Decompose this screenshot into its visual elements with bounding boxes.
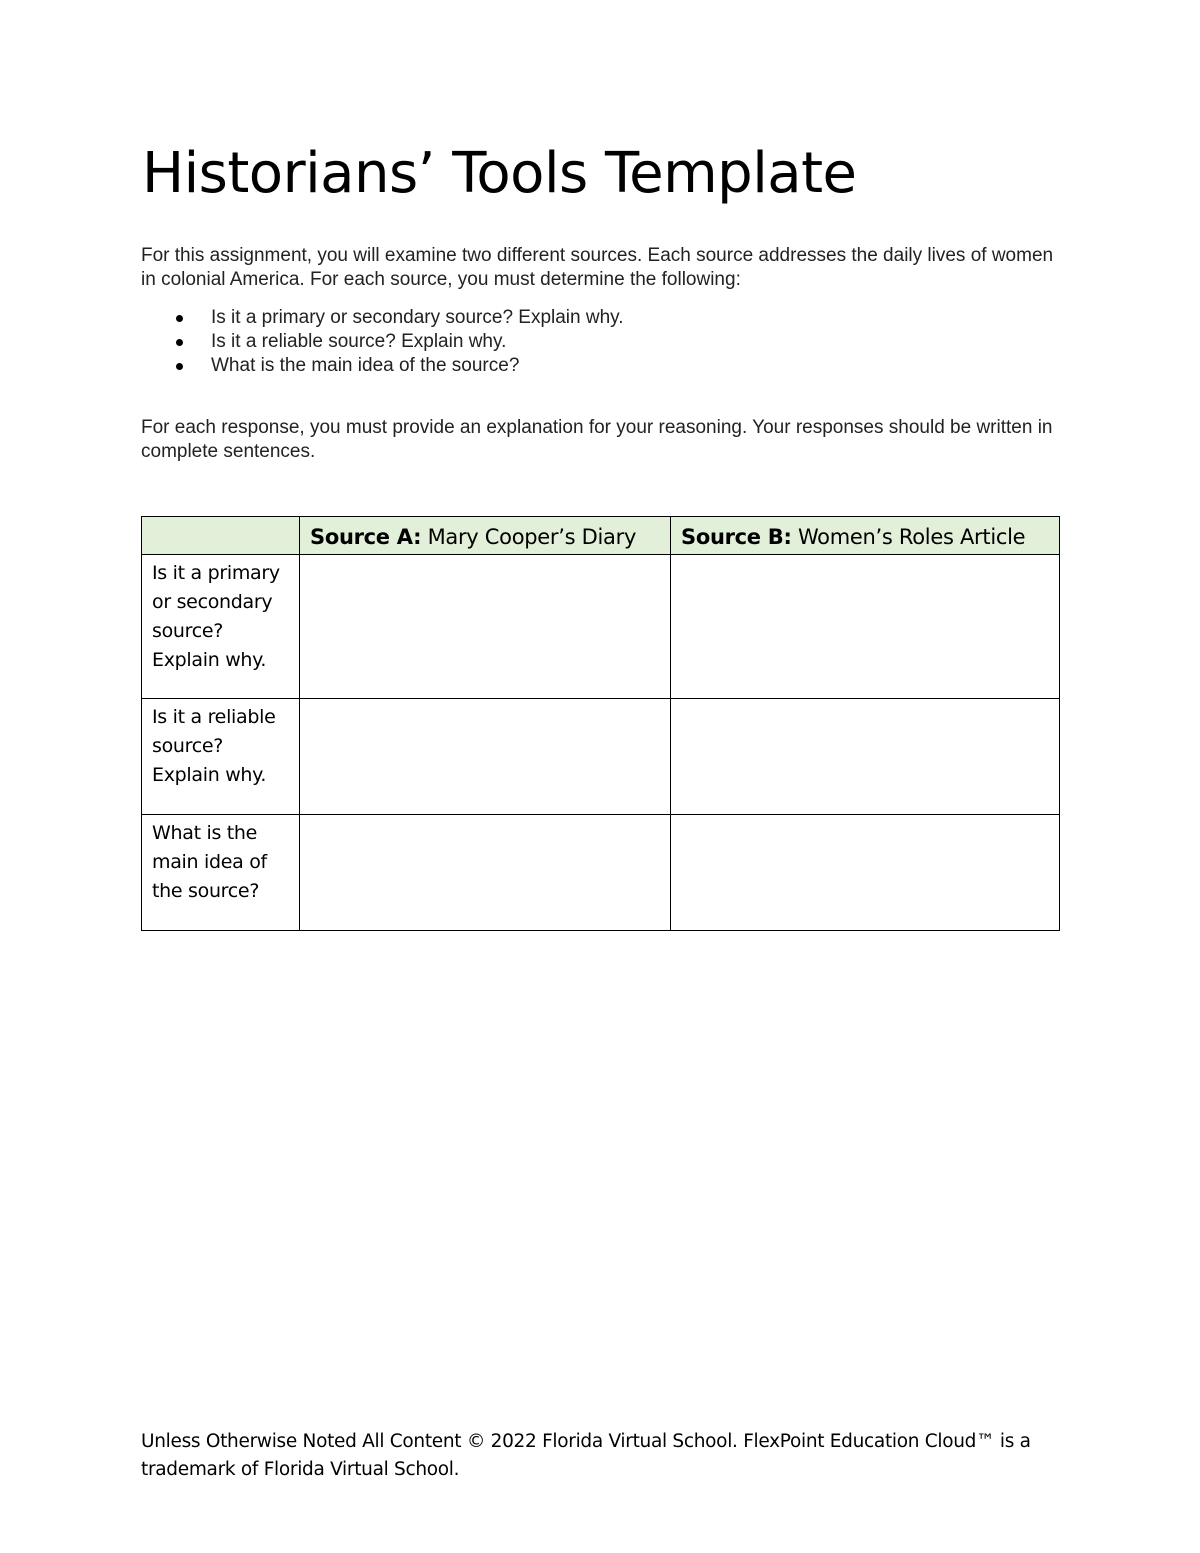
source-b-title: Women’s Roles Article: [791, 524, 1026, 549]
list-item: [141, 330, 624, 354]
header-source-a: [300, 517, 671, 555]
list-item-text: Is it a primary or secondary source? Explain why.: [211, 307, 624, 328]
answer-cell-source-b[interactable]: [671, 815, 1060, 931]
bullet-icon: [176, 363, 183, 370]
answer-cell-source-b[interactable]: [671, 699, 1060, 815]
row-question-cell: What is the main idea of the source?: [142, 815, 300, 931]
source-a-title: Mary Cooper’s Diary: [421, 524, 637, 549]
intro-paragraph: For this assignment, you will examine two different sources. Each source addresses the daily lives of women in colonial America. For each source, you must determine the following:: [141, 245, 1054, 290]
row-question-cell: Is it a primary or secondary source? Explain why.: [142, 555, 300, 699]
header-source-b: [671, 517, 1060, 555]
instructions-paragraph: For each response, you must provide an explanation for your reasoning. Your responses should be written in complete sentences.: [141, 417, 1053, 462]
answer-cell-source-a[interactable]: [300, 555, 671, 699]
answer-cell-source-a[interactable]: [300, 815, 671, 931]
list-item-text: Is it a reliable source? Explain why.: [211, 331, 507, 352]
list-item: [141, 306, 624, 330]
source-a-label: Source A:: [310, 524, 422, 549]
source-b-label: Source B:: [681, 524, 792, 549]
page-title: Historians’ Tools Template: [142, 141, 857, 206]
table-header-row: [142, 517, 1060, 555]
copyright-footer: Unless Otherwise Noted All Content © 2022 Florida Virtual School. FlexPoint Education Cloud™ is a trademark of Florida Virtual School.: [141, 1431, 1031, 1480]
answer-cell-source-b[interactable]: [671, 555, 1060, 699]
list-item-text: What is the main idea of the source?: [211, 355, 520, 376]
question-list: [141, 306, 624, 378]
table-row: [142, 555, 1060, 699]
bullet-icon: [176, 315, 183, 322]
source-analysis-table: [141, 516, 1060, 931]
table-row: [142, 699, 1060, 815]
table-row: [142, 815, 1060, 931]
header-corner-cell: [142, 517, 300, 555]
answer-cell-source-a[interactable]: [300, 699, 671, 815]
bullet-icon: [176, 339, 183, 346]
list-item: [141, 354, 624, 378]
row-question-cell: Is it a reliable source? Explain why.: [142, 699, 300, 815]
